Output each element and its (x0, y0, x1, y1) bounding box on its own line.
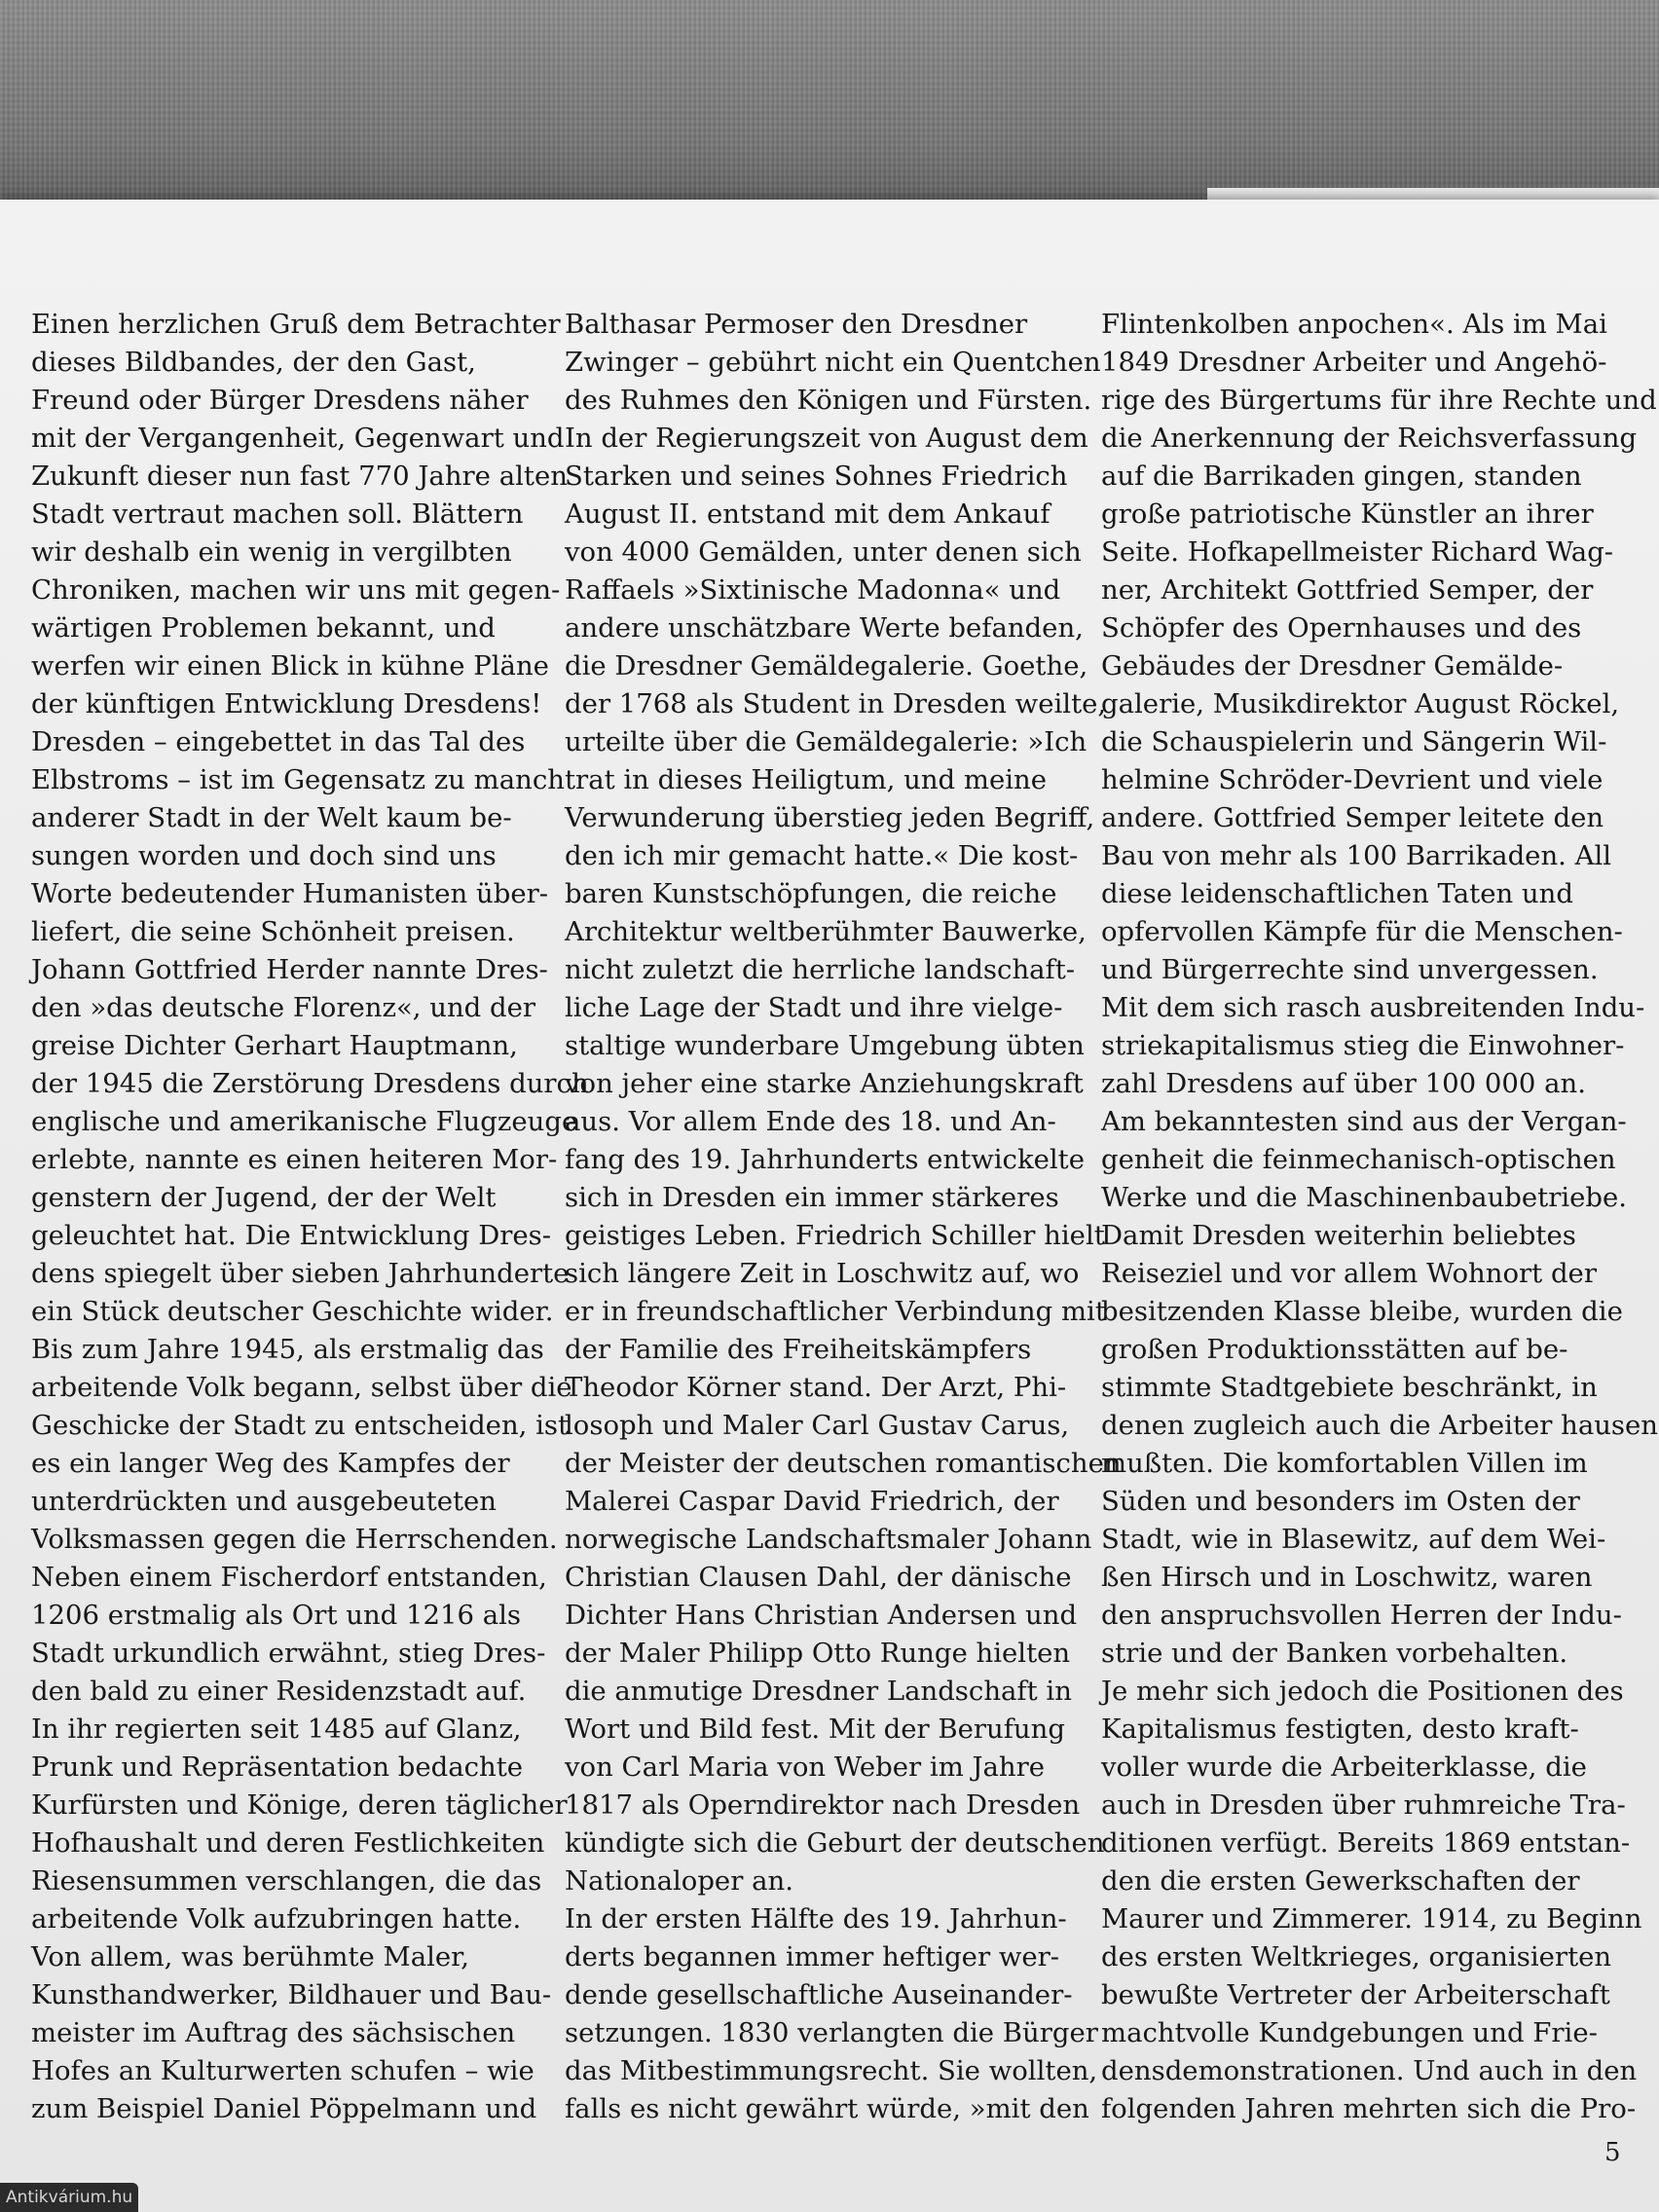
text-line: er in freundschaftlicher Verbindung mit (565, 1296, 1106, 1327)
text-line: Architektur weltberühmter Bauwerke, (565, 916, 1087, 947)
text-line: denen zugleich auch die Arbeiter hausen (1101, 1410, 1659, 1441)
text-line: bewußte Vertreter der Arbeiterschaft (1101, 1979, 1610, 2010)
text-line: fang des 19. Jahrhunderts entwickelte (565, 1144, 1086, 1175)
text-line: erlebte, nannte es einen heiteren Mor- (31, 1144, 558, 1175)
text-line: kündigte sich die Geburt der deutschen (565, 1827, 1105, 1859)
text-line: den bald zu einer Residenzstadt auf. (31, 1676, 527, 1707)
text-line: Dresden – eingebettet in das Tal des (31, 726, 526, 757)
text-line: sungen worden und doch sind uns (31, 840, 497, 871)
text-line: Nationaloper an. (565, 1865, 793, 1897)
text-line: greise Dichter Gerhart Hauptmann, (31, 1030, 518, 1061)
text-line: der Maler Philipp Otto Runge hielten (565, 1638, 1071, 1669)
text-line: rige des Bürgertums für ihre Rechte und (1101, 385, 1657, 416)
text-line: auch in Dresden über ruhmreiche Tra- (1101, 1789, 1626, 1821)
text-line: andere unschätzbare Werte befanden, (565, 612, 1084, 644)
text-line: zum Beispiel Daniel Pöppelmann und (31, 2093, 537, 2124)
text-line: englische und amerikanische Flugzeuge (31, 1106, 578, 1137)
text-line: unterdrückten und ausgebeuteten (31, 1486, 498, 1517)
text-line: striekapitalismus stieg die Einwohner- (1101, 1030, 1625, 1061)
text-line: liefert, die seine Schönheit preisen. (31, 916, 515, 947)
text-line: mit der Vergangenheit, Gegenwart und (31, 423, 565, 454)
text-line: Hofes an Kulturwerten schufen – wie (31, 2055, 535, 2086)
text-line: den die ersten Gewerkschaften der (1101, 1865, 1580, 1897)
text-line: Prunk und Repräsentation bedachte (31, 1751, 524, 1783)
text-line: dende gesellschaftliche Auseinander- (565, 1979, 1073, 2010)
text-line: sich längere Zeit in Loschwitz auf, wo (565, 1258, 1080, 1289)
text-line: Stadt, wie in Blasewitz, auf dem Wei- (1101, 1524, 1606, 1555)
text-line: galerie, Musikdirektor August Röckel, (1101, 688, 1620, 719)
text-line: baren Kunstschöpfungen, die reiche (565, 878, 1057, 909)
text-line: auf die Barrikaden gingen, standen (1101, 461, 1582, 492)
text-line: Verwunderung überstieg jeden Begriff, (565, 802, 1095, 833)
text-line: nicht zuletzt die herrliche landschaft- (565, 954, 1076, 985)
text-line: staltige wunderbare Umgebung übten (565, 1030, 1085, 1061)
text-line: Gebäudes der Dresdner Gemälde- (1101, 650, 1564, 682)
text-line: arbeitende Volk begann, selbst über die (31, 1372, 572, 1403)
text-line: arbeitende Volk aufzubringen hatte. (31, 1903, 522, 1935)
text-line: Flintenkolben anpochen«. Als im Mai (1101, 309, 1607, 340)
text-line: Am bekanntesten sind aus der Vergan- (1101, 1106, 1627, 1137)
text-line: und Bürgerrechte sind unvergessen. (1101, 954, 1599, 985)
text-line: In ihr regierten seit 1485 auf Glanz, (31, 1714, 522, 1745)
text-line: ner, Architekt Gottfried Semper, der (1101, 574, 1594, 606)
text-line: des ersten Weltkrieges, organisierten (1101, 1941, 1612, 1972)
text-line: Kurfürsten und Könige, deren täglicher (31, 1789, 568, 1821)
text-line: von jeher eine starke Anziehungskraft (565, 1068, 1084, 1099)
text-line: machtvolle Kundgebungen und Frie- (1101, 2017, 1598, 2048)
text-line: dieses Bildbandes, der den Gast, (31, 347, 476, 378)
text-line: der Familie des Freiheitskämpfers (565, 1334, 1032, 1365)
text-line: geistiges Leben. Friedrich Schiller hielt (565, 1220, 1105, 1251)
text-line: liche Lage der Stadt und ihre vielge- (565, 992, 1063, 1023)
text-line: den »das deutsche Florenz«, und der (31, 992, 536, 1023)
text-line: ditionen verfügt. Bereits 1869 entstan- (1101, 1827, 1631, 1859)
text-line: von 4000 Gemälden, unter denen sich (565, 536, 1082, 568)
text-line: Neben einem Fischerdorf entstanden, (31, 1562, 547, 1593)
text-line: aus. Vor allem Ende des 18. und An- (565, 1106, 1056, 1137)
text-line: diese leidenschaftlichen Taten und (1101, 878, 1573, 909)
text-line: falls es nicht gewährt würde, »mit den (565, 2093, 1089, 2124)
text-line: Hofhaushalt und deren Festlichkeiten (31, 1827, 545, 1859)
text-line: ßen Hirsch und in Loschwitz, waren (1101, 1562, 1593, 1593)
text-line: meister im Auftrag des sächsischen (31, 2017, 516, 2048)
text-line: den ich mir gemacht hatte.« Die kost- (565, 840, 1079, 871)
text-line: Geschicke der Stadt zu entscheiden, ist (31, 1410, 570, 1441)
text-line: zahl Dresdens auf über 100 000 an. (1101, 1068, 1586, 1099)
text-line: andere. Gottfried Semper leitete den (1101, 802, 1604, 833)
text-line: Volksmassen gegen die Herrschenden. (31, 1524, 558, 1555)
text-line: Bau von mehr als 100 Barrikaden. All (1101, 840, 1612, 871)
text-line: große patriotische Künstler an ihrer (1101, 498, 1594, 530)
text-line: Riesensummen verschlangen, die das (31, 1865, 542, 1897)
text-line: Zwinger – gebührt nicht ein Quentchen (565, 347, 1101, 378)
text-line: norwegische Landschaftsmaler Johann (565, 1524, 1092, 1555)
text-line: Einen herzlichen Gruß dem Betrachter (31, 309, 561, 340)
text-line: werfen wir einen Blick in kühne Pläne (31, 650, 549, 682)
text-line: die anmutige Dresdner Landschaft in (565, 1676, 1072, 1707)
text-line: anderer Stadt in der Welt kaum be- (31, 802, 512, 833)
text-line: Malerei Caspar David Friedrich, der (565, 1486, 1059, 1517)
text-line: Dichter Hans Christian Andersen und (565, 1600, 1078, 1631)
text-line: In der Regierungszeit von August dem (565, 423, 1088, 454)
text-line: Damit Dresden weiterhin beliebtes (1101, 1220, 1576, 1251)
text-line: wärtigen Problemen bekannt, und (31, 612, 496, 644)
text-line: August II. entstand mit dem Ankauf (565, 498, 1051, 530)
text-line: Von allem, was berühmte Maler, (31, 1941, 470, 1972)
text-line: dens spiegelt über sieben Jahrhunderte (31, 1258, 570, 1289)
text-line: Bis zum Jahre 1945, als erstmalig das (31, 1334, 544, 1365)
text-line: helmine Schröder-Devrient und viele (1101, 764, 1604, 795)
text-line: es ein langer Weg des Kampfes der (31, 1448, 510, 1479)
text-line: 1817 als Operndirektor nach Dresden (565, 1789, 1081, 1821)
text-line: 1206 erstmalig als Ort und 1216 als (31, 1600, 522, 1631)
text-line: des Ruhmes den Königen und Fürsten. (565, 385, 1092, 416)
text-line: trat in dieses Heiligtum, und meine (565, 764, 1048, 795)
text-line: Worte bedeutender Humanisten über- (31, 878, 549, 909)
text-line: voller wurde die Arbeiterklasse, die (1101, 1751, 1587, 1783)
text-column-3 (1101, 306, 1659, 2128)
text-line: der 1945 die Zerstörung Dresdens durch (31, 1068, 589, 1099)
text-line: Johann Gottfried Herder nannte Dres- (31, 954, 548, 985)
table-surface-background (0, 0, 1659, 209)
text-line: von Carl Maria von Weber im Jahre (565, 1751, 1046, 1783)
text-line: der künftigen Entwicklung Dresdens! (31, 688, 542, 719)
text-line: Raffaels »Sixtinische Madonna« und (565, 574, 1061, 606)
text-line: den anspruchsvollen Herren der Indu- (1101, 1600, 1622, 1631)
text-line: genheit die feinmechanisch-optischen (1101, 1144, 1616, 1175)
text-line: die Dresdner Gemäldegalerie. Goethe, (565, 650, 1088, 682)
text-line: stimmte Stadtgebiete beschränkt, in (1101, 1372, 1598, 1403)
text-line: urteilte über die Gemäldegalerie: »Ich (565, 726, 1088, 757)
text-line: die Anerkennung der Reichsverfassung (1101, 423, 1638, 454)
text-line: Kapitalismus festigten, desto kraft- (1101, 1714, 1579, 1745)
text-line: der 1768 als Student in Dresden weilte, (565, 688, 1107, 719)
text-line: ein Stück deutscher Geschichte wider. (31, 1296, 554, 1327)
text-line: strie und der Banken vorbehalten. (1101, 1638, 1568, 1669)
text-line: Elbstroms – ist im Gegensatz zu manch (31, 764, 565, 795)
text-line: Schöpfer des Opernhauses und des (1101, 612, 1582, 644)
text-line: losoph und Maler Carl Gustav Carus, (565, 1410, 1070, 1441)
text-line: Freund oder Bürger Dresdens näher (31, 385, 529, 416)
text-line: genstern der Jugend, der der Welt (31, 1182, 497, 1213)
text-line: Mit dem sich rasch ausbreitenden Indu- (1101, 992, 1645, 1023)
watermark: Antikvárium.hu (0, 2183, 138, 2212)
text-line: In der ersten Hälfte des 19. Jahrhun- (565, 1903, 1067, 1935)
text-line: Reiseziel und vor allem Wohnort der (1101, 1258, 1597, 1289)
text-line: wir deshalb ein wenig in vergilbten (31, 536, 512, 568)
text-line: sich in Dresden ein immer stärkeres (565, 1182, 1059, 1213)
text-line: Wort und Bild fest. Mit der Berufung (565, 1714, 1065, 1745)
text-line: setzungen. 1830 verlangten die Bürger (565, 2017, 1098, 2048)
text-line: Maurer und Zimmerer. 1914, zu Beginn (1101, 1903, 1642, 1935)
text-line: Balthasar Permoser den Dresdner (565, 309, 1028, 340)
text-line: die Schauspielerin und Sängerin Wil- (1101, 726, 1607, 757)
text-line: Süden und besonders im Osten der (1101, 1486, 1580, 1517)
text-line: Starken und seines Sohnes Friedrich (565, 461, 1068, 492)
text-column-1 (31, 306, 589, 2128)
text-line: Je mehr sich jedoch die Positionen des (1101, 1676, 1624, 1707)
text-line: großen Produktionsstätten auf be- (1101, 1334, 1568, 1365)
page-number: 5 (1604, 2138, 1621, 2167)
text-line: opfervollen Kämpfe für die Menschen- (1101, 916, 1623, 947)
text-line: geleuchtet hat. Die Entwicklung Dres- (31, 1220, 552, 1251)
text-column-2 (565, 306, 1122, 2128)
text-line: Stadt urkundlich erwähnt, stieg Dres- (31, 1638, 546, 1669)
text-line: der Meister der deutschen romantischen (565, 1448, 1122, 1479)
text-line: derts begannen immer heftiger wer- (565, 1941, 1060, 1972)
text-line: densdemonstrationen. Und auch in den (1101, 2055, 1638, 2086)
text-line: folgenden Jahren mehrten sich die Pro- (1101, 2093, 1637, 2124)
text-line: Zukunft dieser nun fast 770 Jahre alten (31, 461, 568, 492)
text-line: Christian Clausen Dahl, der dänische (565, 1562, 1072, 1593)
text-line: besitzenden Klasse bleibe, wurden die (1101, 1296, 1623, 1327)
text-line: Theodor Körner stand. Der Arzt, Phi- (565, 1372, 1067, 1403)
text-line: Kunsthandwerker, Bildhauer und Bau- (31, 1979, 552, 2010)
text-line: Chroniken, machen wir uns mit gegen- (31, 574, 561, 606)
text-line: das Mitbestimmungsrecht. Sie wollten, (565, 2055, 1098, 2086)
text-line: Werke und die Maschinenbaubetriebe. (1101, 1182, 1628, 1213)
text-line: 1849 Dresdner Arbeiter und Angehö- (1101, 347, 1607, 378)
text-line: Seite. Hofkapellmeister Richard Wag- (1101, 536, 1614, 568)
text-line: Stadt vertraut machen soll. Blättern (31, 498, 524, 530)
text-line: mußten. Die komfortablen Villen im (1101, 1448, 1588, 1479)
